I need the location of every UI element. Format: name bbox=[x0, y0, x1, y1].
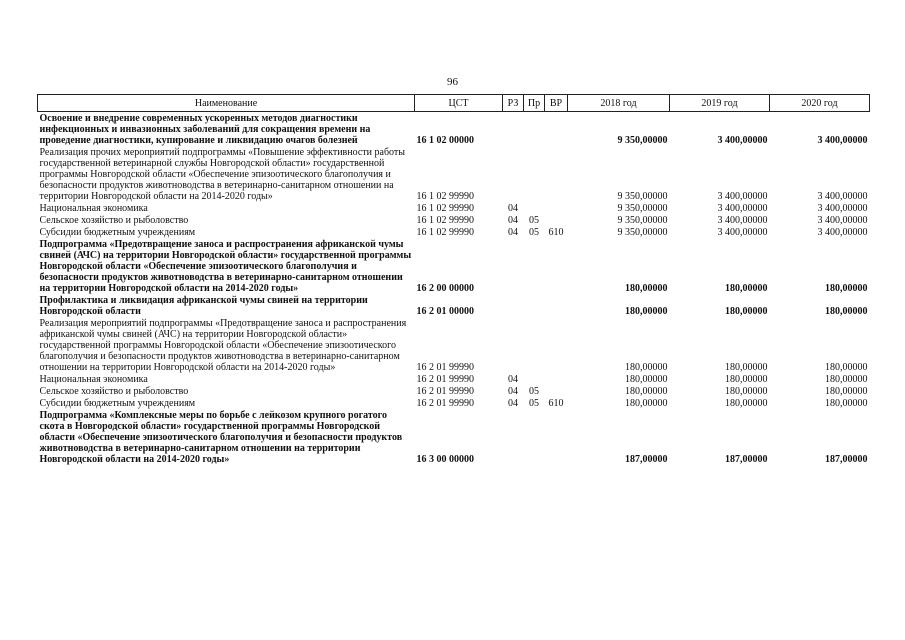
table-row bbox=[38, 112, 870, 147]
row-value-2020: 180,00000 bbox=[825, 386, 868, 397]
budget-table bbox=[37, 94, 870, 465]
row-rz: 04 bbox=[508, 227, 518, 238]
row-name: Реализация прочих мероприятий подпрограммы «Повышение эффективности работы государственной ветеринарной службы Новгородской области» государственной программы Новгородской области «Обеспечение эпизоотического благополучия и безопасности продуктов животноводства в ветеринарно-санитарном отношении на территории Новгородской области на 2014-2020 годы» bbox=[39, 147, 406, 202]
row-cst: 16 2 01 00000 bbox=[416, 306, 474, 317]
row-rz bbox=[503, 112, 524, 147]
table-row bbox=[38, 385, 870, 397]
row-rz: 04 bbox=[508, 203, 518, 214]
row-cst: 16 1 02 99990 bbox=[416, 227, 474, 238]
table-header-row bbox=[38, 95, 870, 112]
table-row bbox=[38, 373, 870, 385]
column-header-pr: Пр bbox=[524, 95, 545, 112]
row-name: Реализация мероприятий подпрограммы «Предотвращение заноса и распространения африканской чумы свиней (АЧС) на территории Новгородской области» государственной программы Новгородской области «Обеспечение эпизоотического благополучия и безопасности продуктов животноводства в ветеринарно-санитарном отношении на территории Новгородской области на 2014-2020 годы» bbox=[39, 318, 407, 373]
row-vr bbox=[545, 294, 568, 317]
table-row bbox=[38, 397, 870, 409]
row-value-2020: 3 400,00000 bbox=[817, 227, 868, 238]
row-vr bbox=[545, 214, 568, 226]
row-pr bbox=[524, 373, 545, 385]
row-pr bbox=[524, 409, 545, 465]
row-vr bbox=[545, 112, 568, 147]
row-vr: 610 bbox=[548, 227, 564, 238]
row-pr: 05 bbox=[529, 215, 539, 226]
table-row bbox=[38, 317, 870, 373]
table-body bbox=[38, 112, 870, 466]
row-rz: 04 bbox=[508, 374, 518, 385]
row-value-2018: 180,00000 bbox=[625, 398, 668, 409]
row-pr bbox=[524, 202, 545, 214]
row-value-2019: 3 400,00000 bbox=[717, 135, 768, 146]
column-header-vr: ВР bbox=[545, 95, 568, 112]
column-header-2019: 2019 год bbox=[670, 95, 770, 112]
row-cst: 16 1 02 99990 bbox=[416, 215, 474, 226]
row-rz: 04 bbox=[508, 386, 518, 397]
row-cst: 16 2 01 99990 bbox=[416, 398, 474, 409]
row-rz: 04 bbox=[508, 398, 518, 409]
row-value-2020: 180,00000 bbox=[825, 306, 868, 317]
row-value-2019: 180,00000 bbox=[725, 283, 768, 294]
column-header-2020: 2020 год bbox=[770, 95, 870, 112]
row-cst: 16 1 02 99990 bbox=[416, 191, 474, 202]
row-pr bbox=[524, 238, 545, 294]
table-row bbox=[38, 146, 870, 202]
column-header-rz: РЗ bbox=[503, 95, 524, 112]
row-pr bbox=[524, 294, 545, 317]
row-value-2020: 3 400,00000 bbox=[817, 215, 868, 226]
row-rz bbox=[503, 409, 524, 465]
row-value-2020: 3 400,00000 bbox=[817, 135, 868, 146]
row-vr bbox=[545, 317, 568, 373]
column-header-2018: 2018 год bbox=[568, 95, 670, 112]
row-cst: 16 1 02 00000 bbox=[416, 135, 474, 146]
row-cst: 16 1 02 99990 bbox=[416, 203, 474, 214]
row-vr bbox=[545, 409, 568, 465]
row-pr bbox=[524, 112, 545, 147]
table-row bbox=[38, 409, 870, 465]
row-pr: 05 bbox=[529, 398, 539, 409]
row-value-2020: 187,00000 bbox=[825, 454, 868, 465]
row-name: Субсидии бюджетным учреждениям bbox=[39, 398, 196, 409]
row-value-2019: 3 400,00000 bbox=[717, 227, 768, 238]
row-vr bbox=[545, 146, 568, 202]
table-row bbox=[38, 214, 870, 226]
row-value-2019: 180,00000 bbox=[725, 386, 768, 397]
row-value-2020: 3 400,00000 bbox=[817, 203, 868, 214]
table-row bbox=[38, 202, 870, 214]
row-value-2018: 180,00000 bbox=[625, 362, 668, 373]
row-value-2020: 180,00000 bbox=[825, 398, 868, 409]
row-rz bbox=[503, 294, 524, 317]
row-value-2019: 187,00000 bbox=[725, 454, 768, 465]
row-vr: 610 bbox=[548, 398, 564, 409]
row-value-2019: 3 400,00000 bbox=[717, 191, 768, 202]
row-vr bbox=[545, 238, 568, 294]
row-value-2018: 180,00000 bbox=[625, 306, 668, 317]
row-value-2019: 180,00000 bbox=[725, 398, 768, 409]
row-value-2019: 3 400,00000 bbox=[717, 203, 768, 214]
row-cst: 16 2 01 99990 bbox=[416, 374, 474, 385]
row-value-2020: 180,00000 bbox=[825, 374, 868, 385]
row-value-2019: 3 400,00000 bbox=[717, 215, 768, 226]
column-header-cst: ЦСТ bbox=[415, 95, 503, 112]
row-value-2018: 9 350,00000 bbox=[617, 215, 668, 226]
row-value-2019: 180,00000 bbox=[725, 362, 768, 373]
row-value-2020: 180,00000 bbox=[825, 362, 868, 373]
row-value-2019: 180,00000 bbox=[725, 374, 768, 385]
row-vr bbox=[545, 385, 568, 397]
row-rz bbox=[503, 146, 524, 202]
row-vr bbox=[545, 202, 568, 214]
row-name: Освоение и внедрение современных ускоренных методов диагностики инфекционных и инвазионных заболеваний для сокращения времени на проведение диагностики, купирование и ликвидацию очагов болезней bbox=[39, 113, 371, 146]
row-value-2018: 9 350,00000 bbox=[617, 191, 668, 202]
row-pr: 05 bbox=[529, 386, 539, 397]
row-cst: 16 3 00 00000 bbox=[416, 454, 474, 465]
row-cst: 16 2 01 99990 bbox=[416, 386, 474, 397]
row-rz bbox=[503, 238, 524, 294]
row-value-2018: 9 350,00000 bbox=[617, 135, 668, 146]
row-value-2018: 180,00000 bbox=[625, 374, 668, 385]
row-value-2018: 187,00000 bbox=[625, 454, 668, 465]
row-vr bbox=[545, 373, 568, 385]
row-cst: 16 2 01 99990 bbox=[416, 362, 474, 373]
row-name: Национальная экономика bbox=[39, 374, 148, 385]
row-cst: 16 2 00 00000 bbox=[416, 283, 474, 294]
row-rz bbox=[503, 317, 524, 373]
table-row bbox=[38, 226, 870, 238]
row-value-2019: 180,00000 bbox=[725, 306, 768, 317]
row-name: Подпрограмма «Комплексные меры по борьбе с лейкозом крупного рогатого скота в Новгородской области» государственной программы Новгородской области «Обеспечение эпизоотического благополучия и безопасности продуктов животноводства в ветеринарно-санитарном отношении на территории Новгородской области на 2014-2020 годы» bbox=[39, 410, 403, 465]
row-value-2018: 9 350,00000 bbox=[617, 203, 668, 214]
row-rz: 04 bbox=[508, 215, 518, 226]
row-value-2018: 9 350,00000 bbox=[617, 227, 668, 238]
row-name: Подпрограмма «Предотвращение заноса и распространения африканской чумы свиней (АЧС) на территории Новгородской области» государственной программы Новгородской области «Обеспечение эпизоотического благополучия и безопасности продуктов животноводства в ветеринарно-санитарном отношении на территории Новгородской области на 2014-2020 годы» bbox=[39, 239, 412, 294]
table-row bbox=[38, 238, 870, 294]
table-row bbox=[38, 294, 870, 317]
row-value-2018: 180,00000 bbox=[625, 386, 668, 397]
page-number: 96 bbox=[447, 76, 458, 88]
row-name: Сельское хозяйство и рыболовство bbox=[39, 215, 189, 226]
row-pr: 05 bbox=[529, 227, 539, 238]
row-pr bbox=[524, 146, 545, 202]
row-name: Сельское хозяйство и рыболовство bbox=[39, 386, 189, 397]
row-value-2020: 3 400,00000 bbox=[817, 191, 868, 202]
column-header-name: Наименование bbox=[38, 95, 415, 112]
row-pr bbox=[524, 317, 545, 373]
row-name: Национальная экономика bbox=[39, 203, 148, 214]
row-name: Профилактика и ликвидация африканской чумы свиней на территории Новгородской области bbox=[39, 295, 368, 317]
row-value-2018: 180,00000 bbox=[625, 283, 668, 294]
row-value-2020: 180,00000 bbox=[825, 283, 868, 294]
row-name: Субсидии бюджетным учреждениям bbox=[39, 227, 196, 238]
